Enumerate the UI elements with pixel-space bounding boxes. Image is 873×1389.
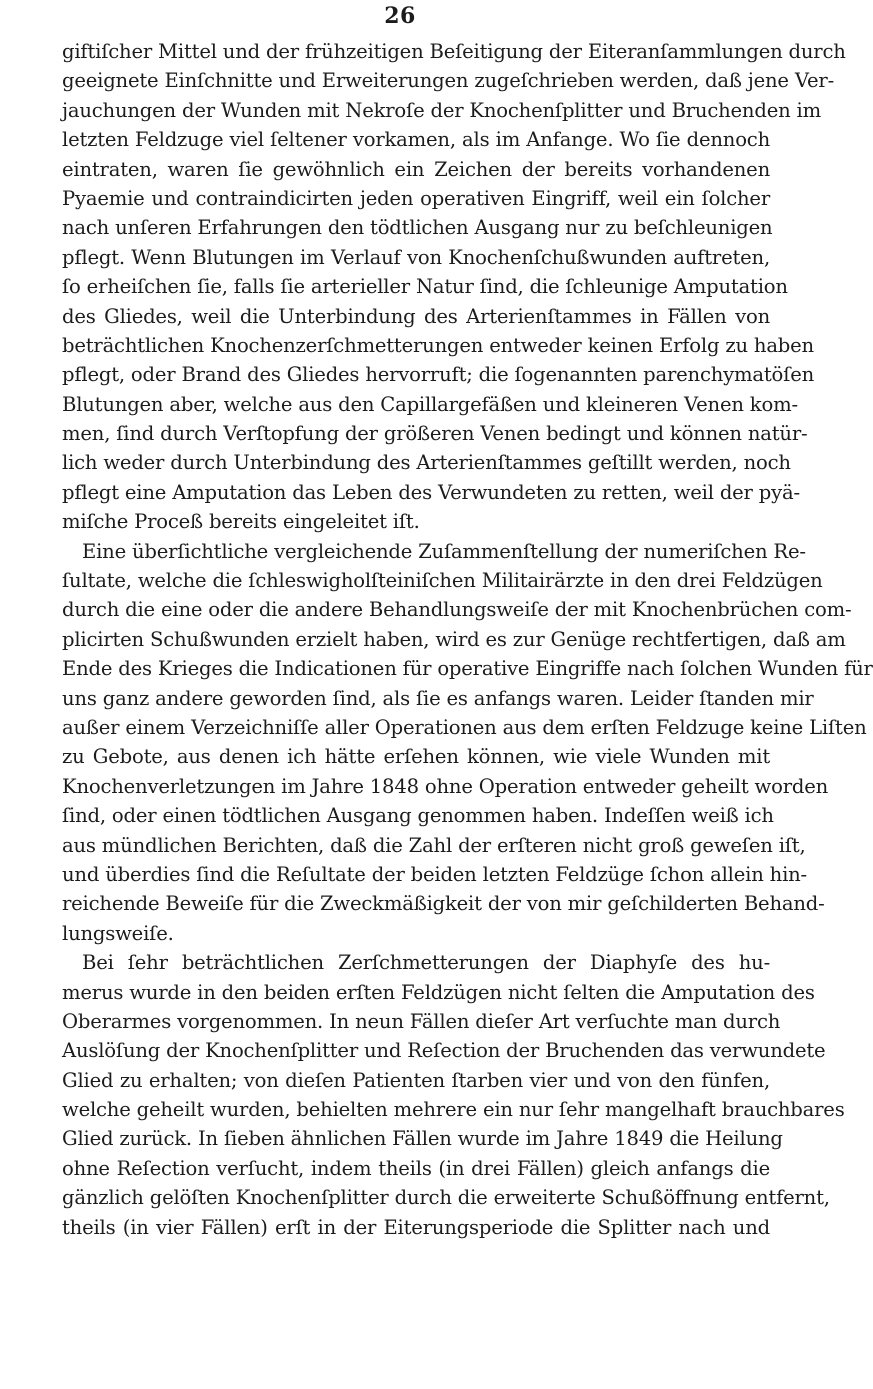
text-line: lungsweiſe. — [62, 921, 174, 945]
text-line: ſind, oder einen tödtlichen Ausgang genommen haben. Indeſſen weiß ich — [62, 804, 774, 828]
text-line: Oberarmes vorgenommen. In neun Fällen dieſer Art verſuchte man durch — [62, 1009, 781, 1033]
text-line: Glied zurück. In ſieben ähnlichen Fällen wurde im Jahre 1849 die Heilung — [62, 1127, 783, 1151]
text-line: beträchtlichen Knochenzerſchmetterungen entweder keinen Erfolg zu haben — [62, 333, 814, 357]
text-line: durch die eine oder die andere Behandlungsweiſe der mit Knochenbrüchen com- — [62, 598, 852, 622]
text-line: des Gliedes, weil die Unterbindung des Arterienſtammes in Fällen von — [62, 304, 770, 328]
text-line: Auslöſung der Knochenſplitter und Reſection der Bruchenden das verwundete — [62, 1039, 826, 1063]
text-line: giftiſcher Mittel und der frühzeitigen Beſeitigung der Eiteranſammlungen durch — [62, 40, 846, 63]
text-line: miſche Proceß bereits eingeleitet iſt. — [62, 510, 420, 534]
text-line: ohne Reſection verſucht, indem theils (in drei Fällen) gleich anfangs die — [62, 1156, 770, 1180]
text-line: aus mündlichen Berichten, daß die Zahl der erſteren nicht groß geweſen iſt, — [62, 833, 806, 857]
text-line: jauchungen der Wunden mit Nekroſe der Knochenſplitter und Bruchenden im — [62, 98, 821, 122]
text-line: plicirten Schußwunden erzielt haben, wird es zur Genüge rechtfertigen, daß am — [62, 627, 846, 651]
text-line: gänzlich gelöſten Knochenſplitter durch die erweiterte Schußöffnung entfernt, — [62, 1186, 830, 1210]
text-line: pflegt eine Amputation das Leben des Verwundeten zu retten, weil der pyä- — [62, 480, 800, 504]
text-line: pflegt, oder Brand des Gliedes hervorruft; die ſogenannten parenchymatöſen — [62, 363, 815, 387]
text-line: lich weder durch Unterbindung des Arterienſtammes geſtillt werden, noch — [62, 451, 791, 475]
text-line: geeignete Einſchnitte und Erweiterungen zugeſchrieben werden, daß jene Ver- — [62, 69, 834, 93]
text-line: pflegt. Wenn Blutungen im Verlauf von Knochenſchußwunden auftreten, — [62, 245, 770, 269]
text-line: ſultate, welche die ſchleswigholſteiniſchen Militairärzte in den drei Feldzügen — [62, 569, 823, 593]
text-line: reichende Beweiſe für die Zweckmäßigkeit der von mir geſchilderten Behand- — [62, 892, 825, 916]
text-line: Eine überſichtliche vergleichende Zuſammenſtellung der numeriſchen Re- — [82, 539, 806, 563]
text-line: welche geheilt wurden, behielten mehrere ein nur ſehr mangelhaft brauchbares — [62, 1098, 845, 1122]
text-line: Blutungen aber, welche aus den Capillargefäßen und kleineren Venen kom- — [62, 392, 798, 416]
text-line: Bei ſehr beträchtlichen Zerſchmetterungen der Diaphyſe des hu- — [82, 951, 770, 975]
text-line: Knochenverletzungen im Jahre 1848 ohne Operation entweder geheilt worden — [62, 774, 829, 798]
text-line: theils (in vier Fällen) erſt in der Eiterungsperiode die Splitter nach und — [62, 1215, 770, 1239]
text-line: ſo erheiſchen ſie, falls ſie arterieller Natur ſind, die ſchleunige Amputation — [62, 275, 788, 299]
text-line: außer einem Verzeichniſſe aller Operationen aus dem erſten Feldzuge keine Liſten — [62, 715, 867, 739]
text-line: uns ganz andere geworden ſind, als ſie es anfangs waren. Leider ſtanden mir — [62, 686, 814, 710]
text-line: Pyaemie und contraindicirten jeden operativen Eingriff, weil ein ſolcher — [62, 186, 770, 210]
text-line: nach unſeren Erfahrungen den tödtlichen Ausgang nur zu beſchleunigen — [62, 216, 773, 240]
text-line: Glied zu erhalten; von dieſen Patienten ſtarben vier und von den fünfen, — [62, 1068, 770, 1092]
text-line: und überdies ſind die Reſultate der beiden letzten Feldzüge ſchon allein hin- — [62, 862, 807, 886]
text-line: merus wurde in den beiden erſten Feldzügen nicht ſelten die Amputation des — [62, 980, 815, 1004]
text-line: letzten Feldzuge viel ſeltener vorkamen, als im Anfange. Wo ſie dennoch — [62, 128, 770, 152]
text-line: eintraten, waren ſie gewöhnlich ein Zeichen der bereits vorhandenen — [62, 157, 770, 181]
text-line: Ende des Krieges die Indicationen für operative Eingriffe nach ſolchen Wunden für — [62, 657, 873, 681]
body-text — [62, 37, 873, 1242]
page-number: 26 — [384, 3, 416, 29]
text-line: men, ſind durch Verſtopfung der größeren Venen bedingt und können natür- — [62, 422, 808, 446]
text-line: zu Gebote, aus denen ich hätte erſehen können, wie viele Wunden mit — [62, 745, 770, 769]
